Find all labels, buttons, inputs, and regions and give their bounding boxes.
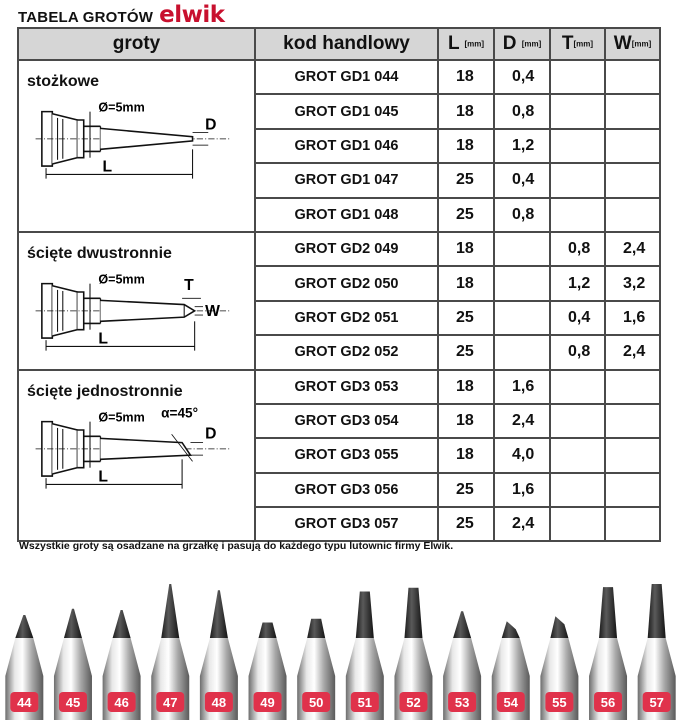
- tip-photo-48: [200, 590, 238, 720]
- tip-number-label: 56: [600, 695, 616, 710]
- tip-number-label: 54: [503, 695, 518, 710]
- svg-text:L: L: [98, 330, 108, 348]
- length-cell: 18: [438, 404, 494, 438]
- col-header-D: D [mm]: [494, 28, 550, 60]
- width-cell: [605, 507, 660, 541]
- footnote: Wszystkie groty są osadzane na grzałkę i pasują do każdego typu lutownic firmy Elwik.: [19, 540, 454, 552]
- length-cell: 18: [438, 370, 494, 404]
- length-cell: 18: [438, 94, 494, 128]
- width-cell: 2,4: [605, 335, 660, 369]
- tip-number-label: 46: [114, 695, 129, 710]
- tip-group-label: ścięte jednostronnie: [27, 382, 183, 400]
- width-cell: 3,2: [605, 266, 660, 300]
- tip-photo-46: [103, 610, 141, 720]
- diameter-cell: [494, 266, 550, 300]
- tip-number-label: 52: [406, 695, 421, 710]
- width-cell: [605, 198, 660, 232]
- table-row: [18, 60, 660, 94]
- tip-photo-49: [249, 622, 287, 720]
- diameter-cell: 2,4: [494, 404, 550, 438]
- product-code-cell: GROT GD2 051: [255, 301, 438, 335]
- tip-photo-55: [540, 616, 578, 720]
- svg-text:L: L: [102, 158, 113, 176]
- diameter-cell: 1,6: [494, 473, 550, 507]
- length-cell: 25: [438, 198, 494, 232]
- svg-text:α=45°: α=45°: [161, 406, 199, 420]
- table-body: [18, 60, 660, 541]
- length-cell: 18: [438, 232, 494, 266]
- length-cell: 25: [438, 507, 494, 541]
- thickness-cell: [550, 507, 605, 541]
- product-code-cell: GROT GD2 050: [255, 266, 438, 300]
- svg-text:Ø=5mm: Ø=5mm: [98, 410, 145, 425]
- tip-group-cell: [18, 232, 255, 370]
- col-header-W: W[mm]: [605, 28, 660, 60]
- tip-number-label: 49: [260, 695, 275, 710]
- tip-photo-47: [151, 584, 189, 720]
- tip-photo-44: [5, 615, 43, 720]
- product-code-cell: GROT GD1 045: [255, 94, 438, 128]
- product-code-cell: GROT GD2 052: [255, 335, 438, 369]
- table-row: [18, 370, 660, 404]
- tip-number-label: 50: [308, 695, 324, 710]
- width-cell: [605, 370, 660, 404]
- diameter-cell: 1,6: [494, 370, 550, 404]
- product-code-cell: GROT GD1 047: [255, 163, 438, 197]
- diameter-cell: 4,0: [494, 438, 550, 472]
- width-cell: 1,6: [605, 301, 660, 335]
- tip-number-label: 48: [211, 695, 227, 710]
- diameter-cell: 0,4: [494, 163, 550, 197]
- col-header-T: T[mm]: [550, 28, 605, 60]
- tip-number-label: 55: [552, 695, 567, 710]
- length-cell: 18: [438, 129, 494, 163]
- diameter-cell: [494, 301, 550, 335]
- tip-group-label: stożkowe: [27, 73, 100, 90]
- width-cell: [605, 473, 660, 507]
- svg-text:W: W: [205, 303, 220, 321]
- single-bevel-tip-diagram: [19, 407, 251, 497]
- product-code-cell: GROT GD1 044: [255, 60, 438, 94]
- product-code-cell: GROT GD1 046: [255, 129, 438, 163]
- tip-photo-54: [492, 621, 530, 720]
- thickness-cell: [550, 370, 605, 404]
- svg-text:D: D: [205, 424, 217, 442]
- thickness-cell: [550, 198, 605, 232]
- tip-number-label: 45: [65, 695, 81, 710]
- tip-photo-45: [54, 609, 92, 720]
- tip-photo-56: [589, 587, 627, 720]
- thickness-cell: [550, 94, 605, 128]
- width-cell: [605, 60, 660, 94]
- brand-logo: elwik: [159, 2, 225, 28]
- tip-group-cell: [18, 370, 255, 542]
- table-header-row: [18, 28, 660, 60]
- length-cell: 25: [438, 473, 494, 507]
- width-cell: [605, 129, 660, 163]
- product-code-cell: GROT GD3 055: [255, 438, 438, 472]
- width-cell: [605, 438, 660, 472]
- length-cell: 18: [438, 60, 494, 94]
- width-cell: [605, 404, 660, 438]
- thickness-cell: 0,8: [550, 335, 605, 369]
- tip-group-label: ścięte dwustronnie: [27, 244, 172, 262]
- title-row: [18, 2, 225, 30]
- length-cell: 25: [438, 163, 494, 197]
- product-code-cell: GROT GD3 054: [255, 404, 438, 438]
- product-code-cell: GROT GD1 048: [255, 198, 438, 232]
- thickness-cell: 1,2: [550, 266, 605, 300]
- diameter-cell: [494, 232, 550, 266]
- product-code-cell: GROT GD2 049: [255, 232, 438, 266]
- svg-text:L: L: [98, 467, 108, 485]
- width-cell: 2,4: [605, 232, 660, 266]
- tip-number-label: 53: [454, 695, 470, 710]
- svg-text:Ø=5mm: Ø=5mm: [98, 100, 145, 115]
- thickness-cell: [550, 129, 605, 163]
- diameter-cell: 0,8: [494, 198, 550, 232]
- col-header-kod: kod handlowy: [255, 28, 438, 60]
- tip-photo-51: [346, 591, 384, 720]
- col-header-L: L [mm]: [438, 28, 494, 60]
- thickness-cell: [550, 404, 605, 438]
- thickness-cell: [550, 438, 605, 472]
- tip-number-label: 47: [163, 695, 178, 710]
- svg-text:Ø=5mm: Ø=5mm: [98, 272, 145, 287]
- product-code-cell: GROT GD3 056: [255, 473, 438, 507]
- table-row: [18, 232, 660, 266]
- col-header-groty: groty: [18, 28, 255, 60]
- tip-number-label: 57: [649, 695, 664, 710]
- diameter-cell: [494, 335, 550, 369]
- width-cell: [605, 94, 660, 128]
- thickness-cell: 0,4: [550, 301, 605, 335]
- tip-photo-52: [394, 588, 432, 720]
- product-code-cell: GROT GD3 057: [255, 507, 438, 541]
- thickness-cell: [550, 163, 605, 197]
- thickness-cell: [550, 473, 605, 507]
- svg-text:T: T: [184, 276, 194, 294]
- tip-photo-57: [638, 584, 676, 720]
- length-cell: 25: [438, 301, 494, 335]
- tip-photo-53: [443, 611, 481, 720]
- diameter-cell: 0,4: [494, 60, 550, 94]
- tip-number-label: 44: [17, 695, 32, 710]
- thickness-cell: [550, 60, 605, 94]
- tip-number-label: 51: [357, 695, 373, 710]
- double-bevel-tip-diagram: [19, 269, 251, 359]
- length-cell: 18: [438, 266, 494, 300]
- svg-text:D: D: [205, 116, 217, 134]
- width-cell: [605, 163, 660, 197]
- diameter-cell: 0,8: [494, 94, 550, 128]
- conical-tip-diagram: [19, 97, 251, 187]
- tips-table: [17, 27, 661, 542]
- tips-photo: [0, 556, 681, 720]
- product-code-cell: GROT GD3 053: [255, 370, 438, 404]
- diameter-cell: 2,4: [494, 507, 550, 541]
- tip-photo-50: [297, 619, 335, 720]
- length-cell: 25: [438, 335, 494, 369]
- tip-group-cell: [18, 60, 255, 232]
- thickness-cell: 0,8: [550, 232, 605, 266]
- diameter-cell: 1,2: [494, 129, 550, 163]
- table-title: TABELA GROTÓW: [18, 9, 154, 26]
- length-cell: 18: [438, 438, 494, 472]
